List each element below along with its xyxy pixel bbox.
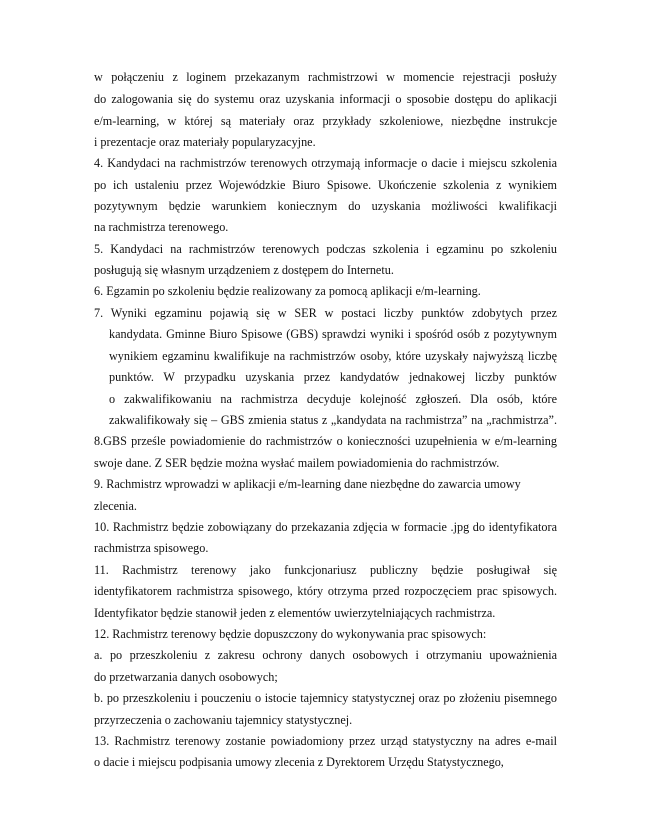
text-line: 9. Rachmistrz wprowadzi w aplikacji e/m-learning dane niezbędne do zawarcia umowy: [94, 477, 521, 491]
text-line: wynikiem egzaminu kwalifikuje na rachmistrzów osoby, które uzyskały najwyższą liczbę: [109, 349, 557, 363]
text-line: e/m-learning, w której są materiały oraz przykłady szkoleniowe, niezbędne instrukcje: [94, 114, 557, 128]
text-line: identyfikatorem rachmistrza spisowego, który otrzyma przed rozpoczęciem prac spisowych.: [94, 584, 557, 598]
text-line: swoje dane. Z SER będzie można wysłać mailem powiadomienia do rachmistrzów.: [94, 456, 500, 470]
text-line: Identyfikator będzie stanowił jeden z elementów uwierzytelniających rachmistrza.: [94, 606, 496, 620]
text-line: 6. Egzamin po szkoleniu będzie realizowany za pomocą aplikacji e/m-learning.: [94, 284, 481, 298]
text-line: 4. Kandydaci na rachmistrzów terenowych otrzymają informacje o dacie i miejscu szkolenia: [94, 156, 557, 170]
text-line: i prezentacje oraz materiały popularyzacyjne.: [94, 135, 316, 149]
text-line: rachmistrza spisowego.: [94, 541, 209, 555]
text-line: przyrzeczenia o zachowaniu tajemnicy statystycznej.: [94, 713, 353, 727]
text-line: 12. Rachmistrz terenowy będzie dopuszczony do wykonywania prac spisowych:: [94, 627, 487, 641]
text-line: na rachmistrza terenowego.: [94, 220, 229, 234]
text-line: punktów. W przypadku uzyskania przez kandydatów jednakowej liczby punktów: [109, 370, 557, 384]
text-line: kandydata. Gminne Biuro Spisowe (GBS) sprawdzi wyniki i spośród osób z pozytywnym: [109, 327, 557, 341]
text-line: o dacie i miejscu podpisania umowy zlecenia z Dyrektorem Urzędu Statystycznego,: [94, 755, 504, 769]
text-line: posługują się własnym urządzeniem z dostępem do Internetu.: [94, 263, 394, 277]
text-line: 7. Wyniki egzaminu pojawią się w SER w postaci liczby punktów zdobytych przez: [94, 306, 557, 320]
text-line: do zalogowania się do systemu oraz uzyskania informacji o sposobie dostępu do aplikacji: [94, 92, 557, 106]
text-line: pozytywnym będzie warunkiem koniecznym do uzyskania możliwości kwalifikacji: [94, 199, 557, 213]
text-line: 8.GBS prześle powiadomienie do rachmistrzów o konieczności uzupełnienia w e/m-learning: [94, 434, 557, 448]
text-line: po ich ustaleniu przez Wojewódzkie Biuro Spisowe. Ukończenie szkolenia z wynikiem: [94, 178, 557, 192]
text-line: zakwalifikowały się – GBS zmienia status z „kandydata na rachmistrza” na „rachmistrza”.: [109, 413, 557, 427]
text-line: 11. Rachmistrz terenowy jako funkcjonariusz publiczny będzie posługiwał się: [94, 563, 557, 577]
text-line: o zakwalifikowaniu na rachmistrza decyduje kolejność zgłoszeń. Dla osób, które: [109, 392, 557, 406]
text-line: do przetwarzania danych osobowych;: [94, 670, 278, 684]
text-line: b. po przeszkoleniu i pouczeniu o istocie tajemnicy statystycznej oraz po złożeniu pisemnego: [94, 691, 557, 705]
text-line: 13. Rachmistrz terenowy zostanie powiadomiony przez urząd statystyczny na adres e-mail: [94, 734, 557, 748]
text-line: w połączeniu z loginem przekazanym rachmistrzowi w momencie rejestracji posłuży: [94, 70, 557, 84]
text-line: 5. Kandydaci na rachmistrzów terenowych podczas szkolenia i egzaminu po szkoleniu: [94, 242, 557, 256]
text-line: 10. Rachmistrz będzie zobowiązany do przekazania zdjęcia w formacie .jpg do identyfikatora: [94, 520, 557, 534]
text-line: a. po przeszkoleniu z zakresu ochrony danych osobowych i otrzymaniu upoważnienia: [94, 648, 557, 662]
text-line: zlecenia.: [94, 499, 137, 513]
